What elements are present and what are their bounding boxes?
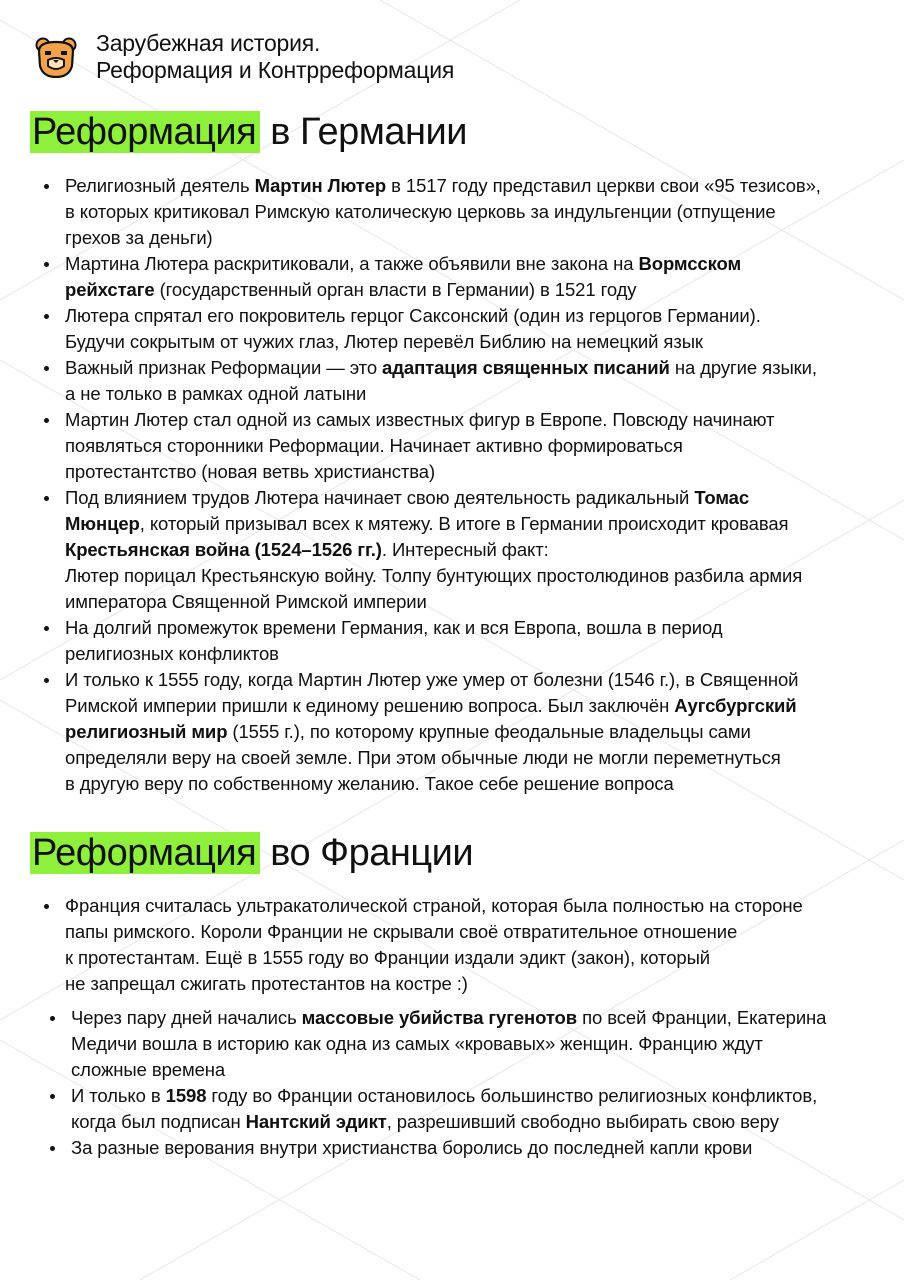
bold-term: Нантский эдикт — [245, 1111, 387, 1132]
bullet-dot — [44, 184, 49, 189]
text-segment: грехов за деньги) — [65, 227, 213, 248]
document-title-line1: Зарубежная история. — [96, 30, 321, 56]
bullet-dot — [50, 1094, 55, 1099]
bullet-line — [65, 771, 821, 797]
text-segment: сложные времена — [71, 1059, 226, 1080]
bullet-line — [65, 641, 821, 667]
text-segment: в которых критиковал Римскую католическую церковь за индульгенции (отпущение — [65, 201, 776, 222]
text-segment: (1555 г.), по которому крупные феодальные владельцы сами — [227, 721, 751, 742]
text-segment: религиозных конфликтов — [65, 643, 279, 664]
bullet-item — [65, 615, 821, 667]
text-segment: Лютера спрятал его покровитель герцог Саксонский (один из герцогов Германии). — [65, 305, 761, 326]
bullet-dot — [44, 366, 49, 371]
text-segment: Франция считалась ультракатолической страной, которая была полностью на стороне — [65, 895, 803, 916]
text-segment: в другую веру по собственному желанию. Такое себе решение вопроса — [65, 773, 674, 794]
bullet-dot — [44, 496, 49, 501]
bullet-line — [65, 919, 803, 945]
bullet-item — [65, 667, 821, 797]
page-header — [34, 30, 454, 84]
bullet-line — [71, 1135, 826, 1161]
text-segment: (государственный орган власти в Германии) в 1521 году — [154, 279, 637, 300]
bold-term: 1598 — [165, 1085, 207, 1106]
bullet-line — [65, 407, 821, 433]
bullet-item — [65, 407, 821, 485]
text-segment: не запрещал сжигать протестантов на костре :) — [65, 973, 468, 994]
text-segment: определяли веру на своей земле. При этом обычные люди не могли переметнуться — [65, 747, 781, 768]
bullet-dot — [44, 678, 49, 683]
text-segment: , который призывал всех к мятежу. В итоге в Германии происходит кровавая — [139, 513, 789, 534]
bullet-line — [65, 719, 821, 745]
text-segment: к протестантам. Ещё в 1555 году во Франции издали эдикт (закон), который — [65, 947, 710, 968]
bullet-dot — [50, 1016, 55, 1021]
document-title — [96, 30, 454, 84]
bullet-line — [65, 693, 821, 719]
text-segment: Через пару дней начались — [71, 1007, 302, 1028]
section-title-france — [30, 831, 473, 875]
bullet-line — [65, 355, 821, 381]
bullet-line — [65, 945, 803, 971]
france-bullet-list-2 — [71, 1005, 826, 1161]
text-segment: И только к 1555 году, когда Мартин Лютер уже умер от болезни (1546 г.), в Священной — [65, 669, 799, 690]
text-segment: папы римского. Короли Франции не скрывали своё отвратительное отношение — [65, 921, 738, 942]
bullet-line — [71, 1057, 826, 1083]
bold-term: Томас — [694, 487, 750, 508]
bullet-dot — [50, 1146, 55, 1151]
text-segment: а не только в рамках одной латыни — [65, 383, 367, 404]
bold-term: Вормсском — [638, 253, 742, 274]
bullet-item — [71, 1135, 826, 1161]
bold-term: рейхстаге — [65, 279, 155, 300]
text-segment: Лютер порицал Крестьянскую войну. Толпу бунтующих простолюдинов разбила армия — [65, 565, 803, 586]
bold-term: Мартин Лютер — [254, 175, 387, 196]
text-segment: Религиозный деятель — [65, 175, 255, 196]
bullet-line — [65, 277, 821, 303]
bullet-line — [65, 589, 821, 615]
bullet-item — [65, 303, 821, 355]
text-segment: на другие языки, — [669, 357, 817, 378]
bullet-line — [65, 173, 821, 199]
bullet-line — [65, 745, 821, 771]
bullet-line — [71, 1031, 826, 1057]
bullet-line — [65, 251, 821, 277]
text-segment: На долгий промежуток времени Германия, как и вся Европа, вошла в период — [65, 617, 723, 638]
section-title-highlight: Реформация — [30, 111, 260, 153]
bullet-line — [65, 199, 821, 225]
text-segment: в 1517 году представил церкви свои «95 тезисов», — [386, 175, 821, 196]
bullet-dot — [44, 626, 49, 631]
bold-term: массовые убийства гугенотов — [301, 1007, 578, 1028]
bullet-item — [65, 173, 821, 251]
text-segment: когда был подписан — [71, 1111, 246, 1132]
bullet-line — [65, 537, 821, 563]
bullet-line — [65, 971, 803, 997]
bullet-line — [65, 485, 821, 511]
bullet-dot — [44, 904, 49, 909]
bear-face-icon — [34, 36, 78, 80]
text-segment: Будучи сокрытым от чужих глаз, Лютер перевёл Библию на немецкий язык — [65, 331, 703, 352]
text-segment: Медичи вошла в историю как одна из самых «кровавых» женщин. Францию ждут — [71, 1033, 763, 1054]
bullet-item — [71, 1083, 826, 1135]
bold-term: адаптация священных писаний — [382, 357, 670, 378]
text-segment: появляться сторонники Реформации. Начинает активно формироваться — [65, 435, 683, 456]
section-title-highlight: Реформация — [30, 832, 260, 874]
bullet-line — [65, 459, 821, 485]
bullet-item — [65, 355, 821, 407]
bullet-dot — [44, 314, 49, 319]
text-segment: , разрешивший свободно выбирать свою веру — [386, 1111, 779, 1132]
text-segment: императора Священной Римской империи — [65, 591, 427, 612]
bullet-line — [65, 433, 821, 459]
text-segment: Под влиянием трудов Лютера начинает свою деятельность радикальный — [65, 487, 695, 508]
bullet-line — [65, 511, 821, 537]
bullet-item — [65, 485, 821, 615]
bullet-dot — [44, 418, 49, 423]
bullet-line — [71, 1005, 826, 1031]
document-title-line2: Реформация и Контрреформация — [96, 57, 455, 83]
text-segment: году во Франции остановилось большинство религиозных конфликтов, — [206, 1085, 818, 1106]
text-segment: протестантство (новая ветвь христианства) — [65, 461, 436, 482]
bullet-item — [65, 251, 821, 303]
bold-term: религиозный мир — [65, 721, 228, 742]
bullet-line — [65, 225, 821, 251]
germany-bullet-list — [65, 173, 821, 797]
bold-term: Мюнцер — [65, 513, 140, 534]
bullet-line — [65, 563, 821, 589]
france-bullet-list — [65, 893, 803, 997]
section-title-rest: во Франции — [270, 832, 474, 874]
text-segment: по всей Франции, Екатерина — [577, 1007, 827, 1028]
bullet-line — [65, 329, 821, 355]
text-segment: Важный признак Реформации — это — [65, 357, 383, 378]
text-segment: Римской империи пришли к единому решению вопроса. Был заключён — [65, 695, 675, 716]
bullet-line — [65, 615, 821, 641]
section-title-germany — [30, 110, 467, 154]
bullet-item — [65, 893, 803, 997]
section-title-rest: в Германии — [270, 111, 467, 153]
bullet-line — [65, 381, 821, 407]
bullet-item — [71, 1005, 826, 1083]
bullet-line — [65, 893, 803, 919]
bullet-line — [65, 303, 821, 329]
bullet-line — [65, 667, 821, 693]
text-segment: Мартин Лютер стал одной из самых известных фигур в Европе. Повсюду начинают — [65, 409, 775, 430]
text-segment: И только в — [71, 1085, 166, 1106]
bullet-dot — [44, 262, 49, 267]
text-segment: . Интересный факт: — [381, 539, 549, 560]
bold-term: Аугсбургский — [674, 695, 797, 716]
bullet-line — [71, 1109, 826, 1135]
text-segment: За разные верования внутри христианства боролись до последней капли крови — [71, 1137, 753, 1158]
text-segment: Мартина Лютера раскритиковали, а также объявили вне закона на — [65, 253, 639, 274]
bullet-line — [71, 1083, 826, 1109]
bold-term: Крестьянская война (1524–1526 гг.) — [65, 539, 382, 560]
